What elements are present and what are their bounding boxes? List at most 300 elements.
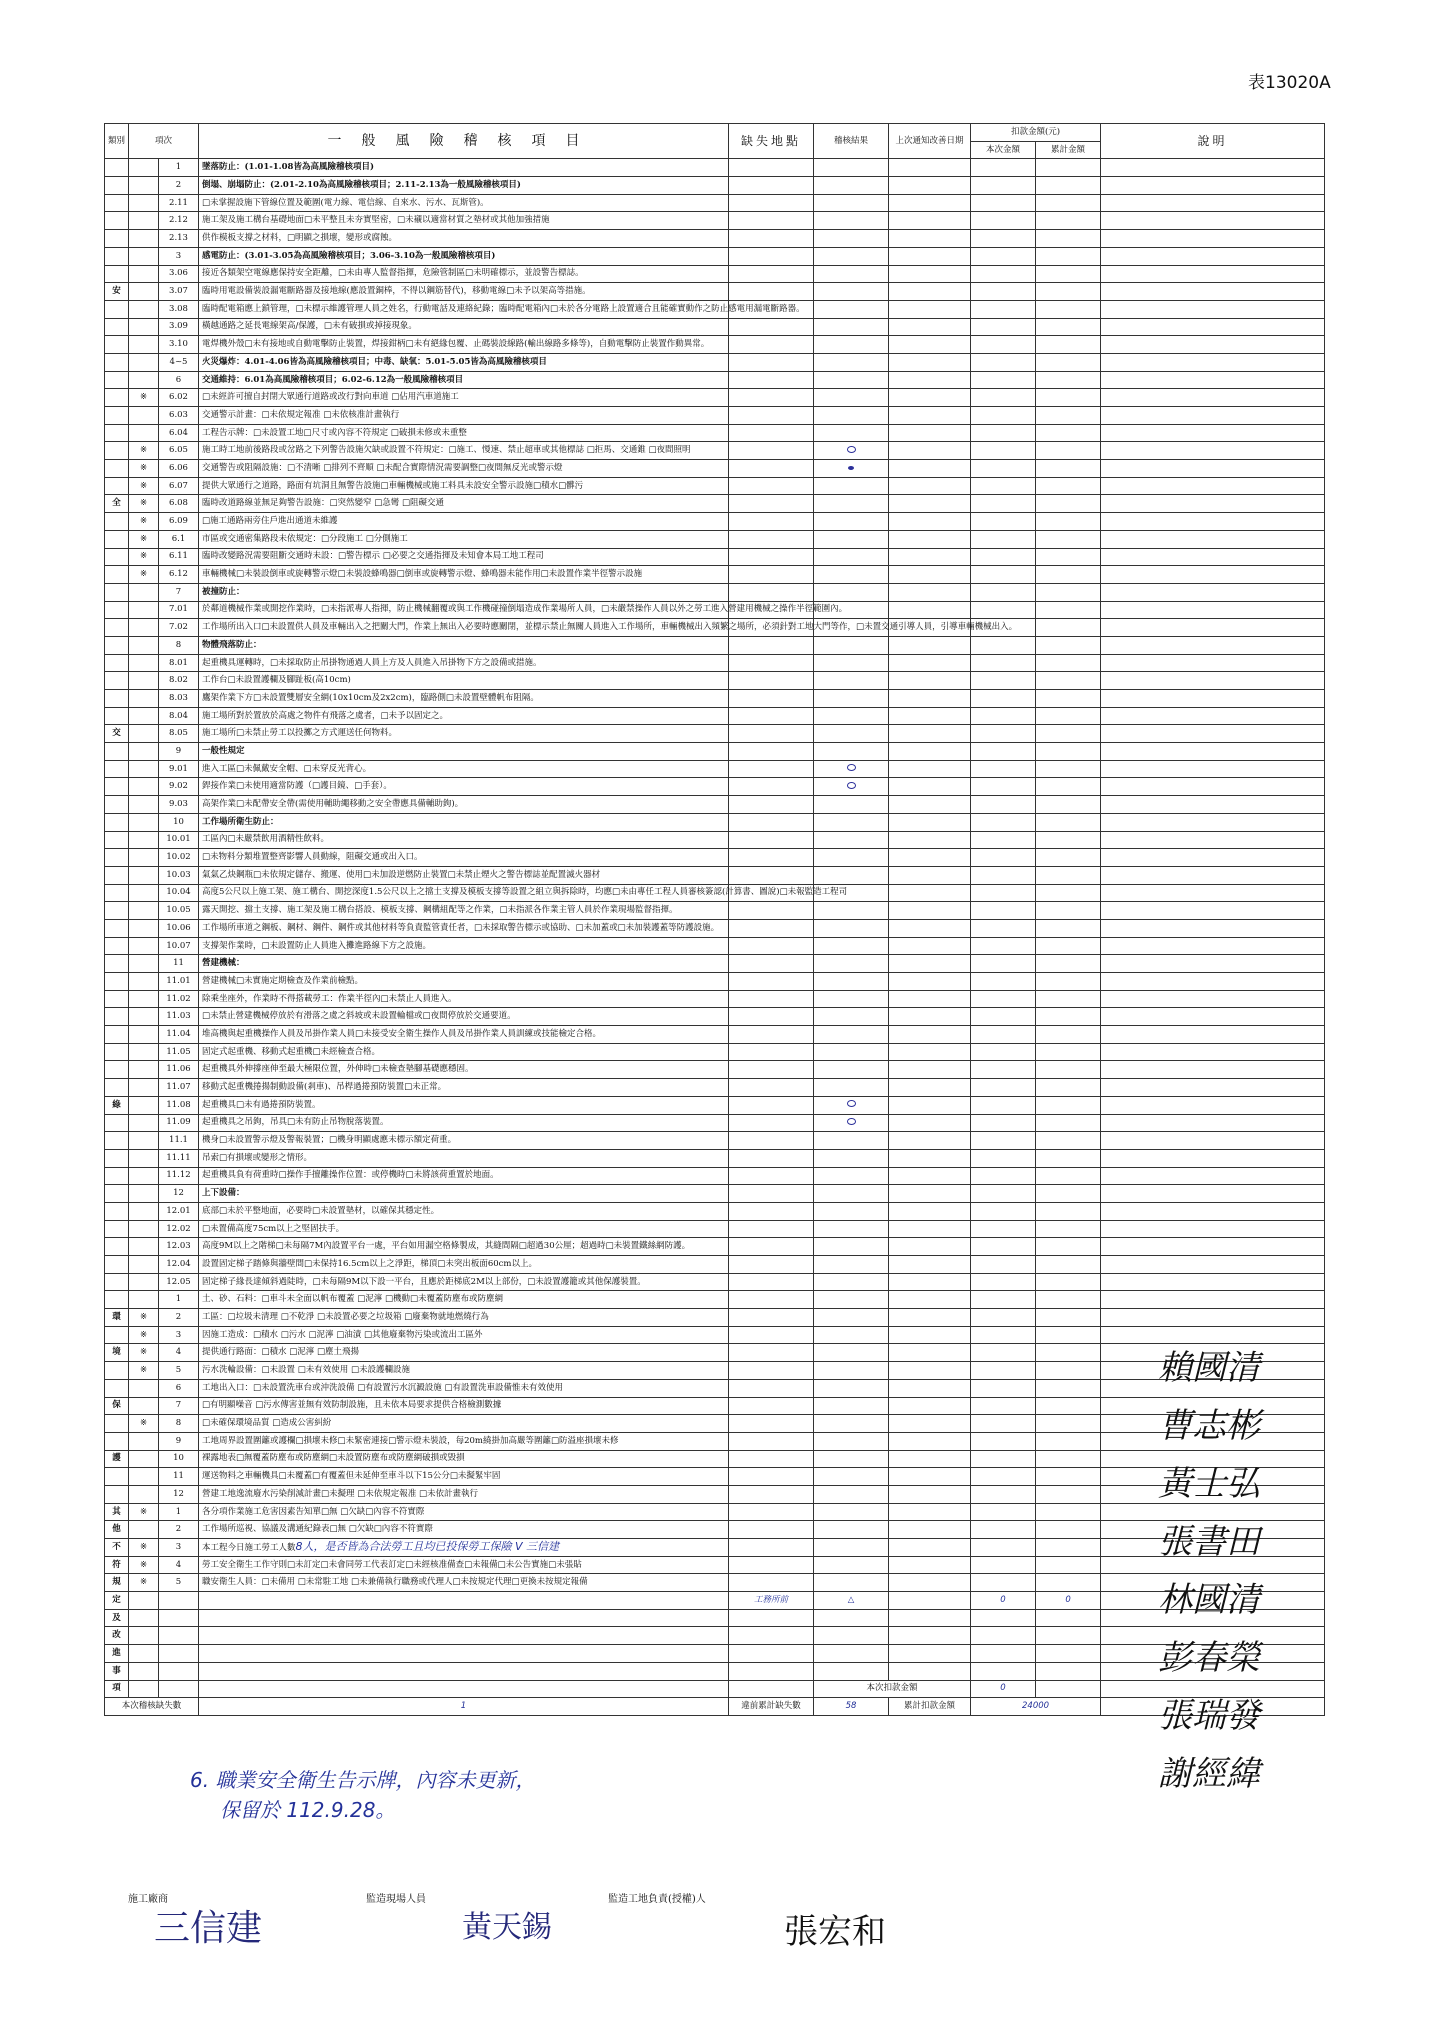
last-notice-cell [889, 389, 971, 407]
audit-result-cell [814, 1238, 889, 1256]
defect-location-cell [729, 760, 814, 778]
table-row [105, 1521, 1325, 1539]
defect-location-cell [729, 902, 814, 920]
accum-deduction-cell [1036, 1468, 1101, 1486]
category-cell [105, 973, 129, 991]
this-deduction-cell [971, 300, 1036, 318]
accum-deduction-cell [1036, 1273, 1101, 1291]
remarks-cell [1101, 371, 1325, 389]
audit-item-text [199, 353, 729, 371]
category-cell [105, 902, 129, 920]
header-category: 類別 [105, 124, 129, 159]
high-risk-mark [129, 159, 159, 177]
accum-deduction-cell [1036, 407, 1101, 425]
high-risk-mark [129, 1397, 159, 1415]
high-risk-mark [129, 1132, 159, 1150]
audit-result-cell [814, 1662, 889, 1680]
defect-location-cell [729, 778, 814, 796]
defect-location-cell [729, 1008, 814, 1026]
last-notice-cell [889, 654, 971, 672]
table-row [105, 796, 1325, 814]
defect-location-cell [729, 1432, 814, 1450]
category-cell [105, 1185, 129, 1203]
high-risk-mark [129, 1432, 159, 1450]
defect-location-cell [729, 336, 814, 354]
defect-location-cell [729, 194, 814, 212]
high-risk-mark: ※ [129, 1415, 159, 1433]
category-cell [105, 760, 129, 778]
audit-item-text [199, 1326, 729, 1344]
accum-deduction-cell [1036, 725, 1101, 743]
accum-deduction-cell [1036, 760, 1101, 778]
accum-deduction-cell [1036, 247, 1101, 265]
accum-deduction-cell [1036, 389, 1101, 407]
defect-location-cell [729, 1114, 814, 1132]
table-row [105, 389, 1325, 407]
audit-item-text [199, 1680, 729, 1698]
defect-location-cell [729, 1521, 814, 1539]
audit-item-label: 工作場所車道之鋼板、鋼材、鋼件、鋼件或其他材料等負責監管責任者，□未採取警告標示或協助、□未加蓋或□未加裝護蓋等防護設施。 [202, 922, 720, 933]
high-risk-mark [129, 1043, 159, 1061]
audit-result-cell [814, 460, 889, 478]
accum-deduction-cell [1036, 743, 1101, 761]
high-risk-mark [129, 796, 159, 814]
high-risk-mark [129, 919, 159, 937]
last-notice-cell [889, 583, 971, 601]
this-deduction-cell [971, 654, 1036, 672]
last-notice-cell [889, 937, 971, 955]
last-notice-cell [889, 813, 971, 831]
item-number: 8 [159, 636, 199, 654]
defect-location-cell [729, 1096, 814, 1114]
this-deduction-cell [971, 530, 1036, 548]
defect-location-cell [729, 177, 814, 195]
defect-location-cell [729, 690, 814, 708]
high-risk-mark [129, 318, 159, 336]
this-deduction-cell [971, 1149, 1036, 1167]
this-deduction-cell [971, 672, 1036, 690]
remarks-cell [1101, 813, 1325, 831]
table-row [105, 1450, 1325, 1468]
audit-item-text [199, 1468, 729, 1486]
item-number: 12 [159, 1485, 199, 1503]
audit-item-label: 固定式起重機、移動式起重機□未經檢查合格。 [202, 1046, 381, 1057]
table-row [105, 760, 1325, 778]
item-number: 6.05 [159, 442, 199, 460]
audit-item-text [199, 1556, 729, 1574]
high-risk-mark [129, 1468, 159, 1486]
last-notice-cell [889, 318, 971, 336]
this-deduction-cell [971, 566, 1036, 584]
last-notice-cell [889, 212, 971, 230]
this-deduction-cell [971, 1185, 1036, 1203]
accum-deduction-cell [1036, 477, 1101, 495]
high-risk-mark [129, 1149, 159, 1167]
audit-item-label: 支撐架作業時，□未設置防止人員進入攤進路線下方之設施。 [202, 940, 432, 951]
audit-item-text [199, 1627, 729, 1645]
item-number [159, 1592, 199, 1610]
last-notice-cell [889, 1008, 971, 1026]
remarks-cell [1101, 1114, 1325, 1132]
last-notice-cell [889, 1485, 971, 1503]
defect-location-cell [729, 1061, 814, 1079]
remarks-cell [1101, 1167, 1325, 1185]
table-row [105, 1008, 1325, 1026]
audit-item-text [199, 1061, 729, 1079]
last-notice-cell [889, 495, 971, 513]
audit-table [104, 123, 1325, 1716]
audit-sheet [104, 123, 1324, 1716]
audit-item-label: 施工時工地前後路段或岔路之下列警告設施欠缺或設置不符規定：□施工、慢速、禁止超車或其他標誌 □拒馬、交通錐 □夜間照明 [202, 445, 691, 456]
header-deduction: 扣款金額(元) [971, 124, 1101, 142]
item-number: 11.06 [159, 1061, 199, 1079]
accum-deduction-cell [1036, 424, 1101, 442]
high-risk-mark [129, 283, 159, 301]
high-risk-mark [129, 177, 159, 195]
last-notice-cell [889, 1627, 971, 1645]
audit-item-text [199, 1503, 729, 1521]
category-cell: 保 [105, 1397, 129, 1415]
this-deduction-cell [971, 495, 1036, 513]
audit-item-text [199, 300, 805, 318]
this-deduction-cell [971, 1627, 1036, 1645]
category-cell [105, 743, 129, 761]
item-number: 6.06 [159, 460, 199, 478]
audit-item-text [199, 1362, 729, 1380]
accum-deduction-cell [1036, 460, 1101, 478]
this-deduction-cell [971, 778, 1036, 796]
category-cell [105, 796, 129, 814]
remarks-cell [1101, 990, 1325, 1008]
item-number: 10.03 [159, 866, 199, 884]
audit-result-cell [814, 1379, 889, 1397]
table-row [105, 937, 1325, 955]
accum-deduction-cell [1036, 1362, 1101, 1380]
defect-location-cell [729, 1132, 814, 1150]
table-row [105, 318, 1325, 336]
audit-item-text [199, 1309, 729, 1327]
item-number: 6.1 [159, 530, 199, 548]
item-number: 3 [159, 1539, 199, 1557]
high-risk-mark: ※ [129, 1344, 159, 1362]
accum-deduction-cell [1036, 265, 1101, 283]
this-deduction-cell [971, 1114, 1036, 1132]
item-number: 12.02 [159, 1220, 199, 1238]
high-risk-mark [129, 1256, 159, 1274]
last-notice-cell [889, 1238, 971, 1256]
remarks-cell [1101, 336, 1325, 354]
audit-item-label: 本工程今日施工勞工人數 [202, 1543, 296, 1554]
defect-location-cell [729, 265, 814, 283]
this-deduction-cell [971, 513, 1036, 531]
high-risk-mark [129, 1238, 159, 1256]
side-signature: 謝經緯 [1158, 1754, 1260, 1794]
table-row [105, 1149, 1325, 1167]
item-number: 9.01 [159, 760, 199, 778]
audit-item-text [199, 1149, 729, 1167]
accum-deduction-cell [1036, 1397, 1101, 1415]
audit-item-text [199, 1202, 729, 1220]
this-deduction-cell [971, 1645, 1036, 1663]
audit-item-text [199, 619, 1018, 637]
audit-item-text [199, 442, 729, 460]
site-chief-label: 監造工地負責(授權)人 [608, 1894, 706, 1905]
high-risk-mark [129, 407, 159, 425]
item-number: 3.10 [159, 336, 199, 354]
table-row [105, 1627, 1325, 1645]
last-notice-cell [889, 513, 971, 531]
item-number: 6 [159, 1379, 199, 1397]
audit-item-label: 運送物料之車輛機具□未覆蓋□有覆蓋但未延伸至車斗以下15公分□未擬緊牢固 [202, 1471, 501, 1482]
defect-location-cell [729, 937, 814, 955]
last-notice-cell [889, 1450, 971, 1468]
audit-item-text [199, 973, 729, 991]
audit-item-text [199, 1273, 729, 1291]
this-deduction-cell [971, 1662, 1036, 1680]
remarks-cell [1101, 884, 1325, 902]
category-cell [105, 654, 129, 672]
category-cell: 符 [105, 1556, 129, 1574]
defect-location-cell [729, 371, 814, 389]
audit-item-text [199, 601, 848, 619]
audit-item-label: 臨時配電箱應上鎖管理，□未標示維護管理人員之姓名，行動電話及連絡紀錄；臨時配電箱內□未於各分電路上設置適合且能確實動作之防止感電用漏電斷路器。 [202, 303, 805, 314]
audit-item-text [199, 1079, 729, 1097]
defect-location-cell [729, 866, 814, 884]
table-row [105, 902, 1325, 920]
this-deduction-cell [971, 1521, 1036, 1539]
audit-result-cell [814, 230, 889, 248]
accum-deduction-cell [1036, 1326, 1101, 1344]
audit-item-label: 堆高機與起重機操作人員及吊掛作業人員□未接受安全衛生操作人員及吊掛作業人員訓練或技能檢定合格。 [202, 1028, 602, 1039]
defect-location-cell [729, 990, 814, 1008]
audit-item-label: 除乘坐座外，作業時不得搭載勞工：作業半徑內□未禁止人員進入。 [202, 993, 457, 1004]
audit-item-text [199, 707, 729, 725]
table-row [105, 990, 1325, 1008]
item-number: 10.06 [159, 919, 199, 937]
last-notice-cell [889, 1468, 971, 1486]
accum-deduction-cell [1036, 530, 1101, 548]
item-number: 2.11 [159, 194, 199, 212]
audit-item-text [199, 1043, 729, 1061]
remarks-cell [1101, 566, 1325, 584]
high-risk-mark [129, 884, 159, 902]
item-number: 11.08 [159, 1096, 199, 1114]
audit-item-text [199, 1026, 729, 1044]
table-row [105, 1167, 1325, 1185]
accum-deduction-cell [1036, 866, 1101, 884]
table-row [105, 230, 1325, 248]
last-notice-cell [889, 1167, 971, 1185]
audit-result-cell [814, 566, 889, 584]
high-risk-mark: ※ [129, 1309, 159, 1327]
remarks-cell [1101, 548, 1325, 566]
this-deduction-cell [971, 389, 1036, 407]
table-row [105, 919, 1325, 937]
defect-location-cell [729, 1662, 814, 1680]
remarks-cell [1101, 1132, 1325, 1150]
last-notice-cell [889, 353, 971, 371]
defect-location-cell [729, 460, 814, 478]
audit-result-cell: △ [814, 1592, 889, 1610]
audit-item-text [199, 336, 729, 354]
category-cell [105, 1061, 129, 1079]
defect-location-cell [729, 566, 814, 584]
table-row [105, 1362, 1325, 1380]
audit-result-cell [814, 371, 889, 389]
accum-deduction-cell [1036, 583, 1101, 601]
this-deduction-cell [971, 548, 1036, 566]
high-risk-mark [129, 778, 159, 796]
this-deduction-cell [971, 1008, 1036, 1026]
table-row [105, 513, 1325, 531]
defect-location-cell [729, 1149, 814, 1167]
remarks-cell [1101, 796, 1325, 814]
defect-location-cell [729, 743, 814, 761]
last-notice-cell [889, 1521, 971, 1539]
audit-item-text [199, 477, 729, 495]
audit-result-cell [814, 1220, 889, 1238]
high-risk-mark [129, 937, 159, 955]
this-deduction-cell [971, 194, 1036, 212]
high-risk-mark [129, 743, 159, 761]
remarks-cell [1101, 353, 1325, 371]
last-notice-cell [889, 990, 971, 1008]
category-cell: 規 [105, 1574, 129, 1592]
this-deduction-cell [971, 1061, 1036, 1079]
item-number: 1 [159, 1503, 199, 1521]
remarks-cell [1101, 725, 1325, 743]
table-row [105, 866, 1325, 884]
accum-deduction-cell [1036, 371, 1101, 389]
table-row [105, 1096, 1325, 1114]
header-last-notice: 上次通知改善日期 [889, 124, 971, 159]
high-risk-mark [129, 1114, 159, 1132]
accum-deduction-cell [1036, 1167, 1101, 1185]
item-number: 6.09 [159, 513, 199, 531]
defects-value: 1 [199, 1698, 729, 1716]
item-number: 3.08 [159, 300, 199, 318]
last-notice-cell [889, 778, 971, 796]
this-total-label: 本次扣款金額 [814, 1680, 971, 1698]
audit-result-cell [814, 1008, 889, 1026]
remarks-cell [1101, 1256, 1325, 1274]
table-row [105, 283, 1325, 301]
item-number: 8.02 [159, 672, 199, 690]
last-notice-cell [889, 1202, 971, 1220]
remarks-cell [1101, 831, 1325, 849]
site-chief-signature: 張宏和 [784, 1912, 886, 1952]
item-number: 3.07 [159, 283, 199, 301]
last-notice-cell [889, 265, 971, 283]
accum-deduction-cell [1036, 1220, 1101, 1238]
audit-item-text [199, 955, 729, 973]
category-cell [105, 1256, 129, 1274]
category-cell [105, 1468, 129, 1486]
high-risk-mark: ※ [129, 1539, 159, 1557]
audit-item-label: 交通維持：6.01為高風險稽核項目；6.02-6.12為一般風險稽核項目 [202, 374, 464, 385]
defect-location-cell [729, 813, 814, 831]
defect-location-cell [729, 1273, 814, 1291]
item-number: 5 [159, 1362, 199, 1380]
audit-item-text [199, 530, 729, 548]
audit-item-label: 起重機具□未有過捲預防裝置。 [202, 1099, 321, 1110]
audit-item-label: 工區內□未嚴禁飲用酒精性飲料。 [202, 834, 330, 845]
accum-deduction-cell [1036, 442, 1101, 460]
audit-item-label: 氣氣乙炔鋼瓶□未依規定儲存、搬運、使用□未加設逆燃防止裝置□未禁止煙火之警告標誌並配置滅火器材 [202, 869, 601, 880]
high-risk-mark [129, 725, 159, 743]
this-deduction-cell [971, 407, 1036, 425]
audit-item-text [199, 371, 729, 389]
accum-deduction-cell [1036, 1432, 1101, 1450]
last-notice-cell [889, 530, 971, 548]
defect-location-cell [729, 1291, 814, 1309]
table-row [105, 1309, 1325, 1327]
audit-item-label: 臨時改道路線並無足夠警告設施：□突然變窄 □急彎 □阻礙交通 [202, 498, 445, 509]
accum-deduction-cell [1036, 796, 1101, 814]
remarks-cell [1101, 760, 1325, 778]
defect-location-cell [729, 1539, 814, 1557]
audit-item-text [199, 1238, 729, 1256]
audit-result-cell [814, 442, 889, 460]
audit-item-label: 車輛機械□未裝設倒車或旋轉警示燈□未裝設蜂鳴器□倒車或旋轉警示燈、蜂鳴器未能作用□未設置作業半徑警示設施 [202, 569, 643, 580]
item-number: 4 [159, 1556, 199, 1574]
item-number: 12.01 [159, 1202, 199, 1220]
this-deduction-cell [971, 955, 1036, 973]
audit-item-text [199, 813, 729, 831]
last-notice-cell [889, 424, 971, 442]
high-risk-mark [129, 654, 159, 672]
audit-result-cell [814, 813, 889, 831]
audit-item-text [199, 424, 729, 442]
audit-item-text [199, 1379, 729, 1397]
this-deduction-cell [971, 636, 1036, 654]
accum-deduction-cell [1036, 955, 1101, 973]
this-deduction-cell [971, 424, 1036, 442]
item-number: 8.03 [159, 690, 199, 708]
this-deduction-cell [971, 990, 1036, 1008]
side-signature: 張瑞發 [1158, 1696, 1260, 1736]
audit-result-cell [814, 937, 889, 955]
item-number: 3.06 [159, 265, 199, 283]
high-risk-mark [129, 583, 159, 601]
category-cell [105, 265, 129, 283]
last-notice-cell [889, 725, 971, 743]
accum-deduction-cell [1036, 1574, 1101, 1592]
audit-item-text [199, 902, 729, 920]
item-number: 9.03 [159, 796, 199, 814]
accum-deduction-cell [1036, 619, 1101, 637]
remarks-cell [1101, 460, 1325, 478]
remarks-cell [1101, 1309, 1325, 1327]
last-notice-cell [889, 1026, 971, 1044]
audit-result-cell [814, 212, 889, 230]
high-risk-mark [129, 194, 159, 212]
item-number: 10.02 [159, 849, 199, 867]
item-number: 6.07 [159, 477, 199, 495]
last-notice-cell [889, 849, 971, 867]
table-row [105, 177, 1325, 195]
item-number [159, 1609, 199, 1627]
category-cell [105, 1220, 129, 1238]
audit-result-cell [814, 902, 889, 920]
audit-result-cell [814, 477, 889, 495]
audit-item-label: 起重機具運轉時，□未採取防止吊掛物通過人員上方及人員進入吊掛物下方之設備或措施。 [202, 657, 542, 668]
this-deduction-cell [971, 1574, 1036, 1592]
audit-item-label: 墜落防止：(1.01-1.08皆為高風險稽核項目) [202, 162, 374, 173]
remarks-cell [1101, 530, 1325, 548]
table-row [105, 1645, 1325, 1663]
audit-result-cell [814, 1432, 889, 1450]
